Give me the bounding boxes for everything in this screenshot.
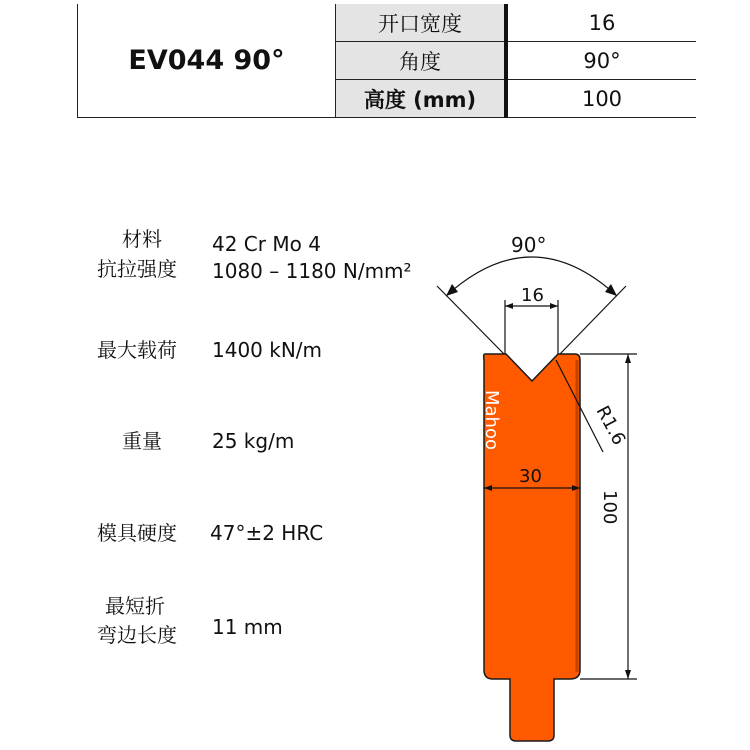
spec-value-height: 100 — [506, 80, 696, 118]
min-flange-label-line1: 最短折 — [105, 594, 165, 618]
brand-text: Mahoo — [481, 390, 502, 450]
radius-label: R1.6 — [591, 402, 630, 449]
strength-value: 1080 – 1180 N/mm² — [212, 259, 412, 283]
strength-label: 抗拉强度 — [97, 257, 177, 281]
angle-extension-left — [437, 286, 504, 354]
height-arrow-bottom — [625, 670, 631, 679]
hardness-label: 模具硬度 — [97, 521, 177, 545]
angle-extension-right — [560, 286, 626, 354]
spec-value-angle: 90° — [506, 42, 696, 80]
width-label: 30 — [519, 466, 542, 487]
weight-value: 25 kg/m — [212, 429, 295, 453]
min-flange-value: 11 mm — [212, 615, 283, 639]
max-load-value: 1400 kN/m — [212, 338, 323, 362]
weight-label: 重量 — [122, 429, 162, 453]
opening-arrow-left — [505, 303, 513, 309]
angle-label: 90° — [511, 233, 547, 257]
spec-label-opening: 开口宽度 — [336, 4, 507, 42]
material-label: 材料 — [122, 227, 162, 251]
material-value: 42 Cr Mo 4 — [212, 232, 321, 256]
opening-label: 16 — [521, 285, 544, 306]
height-arrow-top — [625, 354, 631, 363]
angle-arrow-right — [605, 284, 617, 296]
max-load-label: 最大载荷 — [97, 338, 177, 362]
height-label: 100 — [599, 490, 620, 525]
min-flange-label-line2: 弯边长度 — [97, 623, 177, 647]
spec-label-angle: 角度 — [336, 42, 507, 80]
opening-arrow-right — [550, 303, 558, 309]
model-name: EV044 90° — [78, 4, 336, 118]
angle-arrow-left — [446, 284, 458, 296]
hardness-value: 47°±2 HRC — [210, 521, 324, 545]
spec-label-height: 高度 (mm) — [336, 80, 507, 118]
spec-value-opening: 16 — [506, 4, 696, 42]
